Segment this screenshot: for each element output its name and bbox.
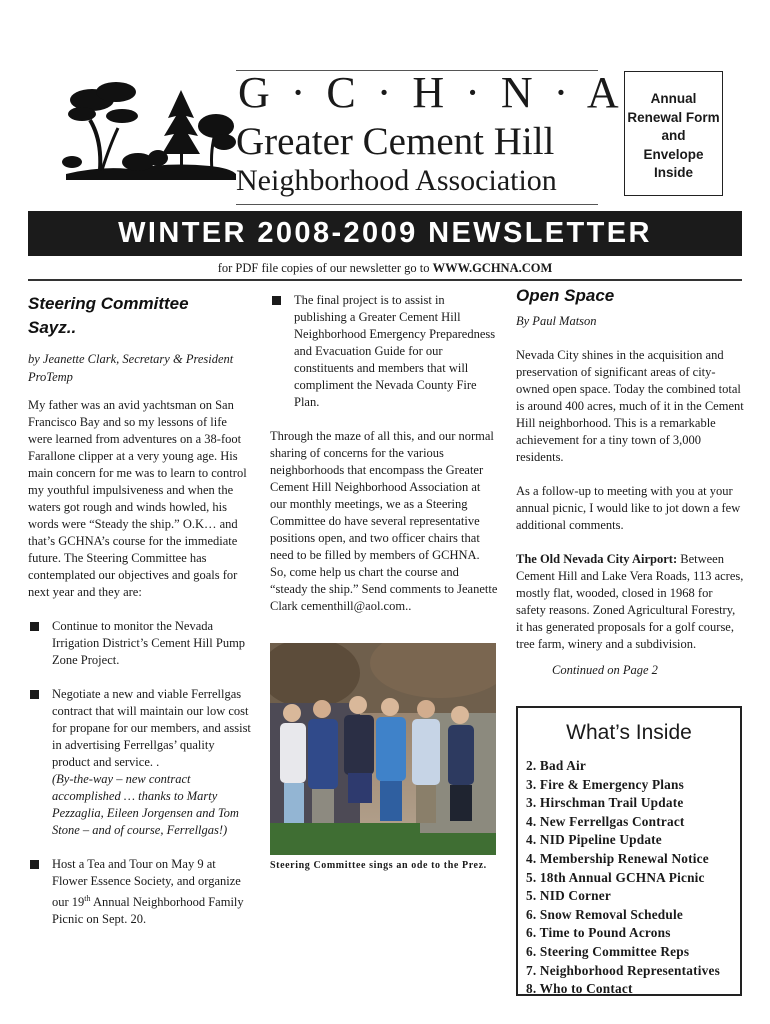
open-space-byline: By Paul Matson <box>516 314 597 328</box>
renewal-line: Annual <box>650 91 697 106</box>
open-space-paragraph-3 <box>516 551 744 653</box>
bullet-square-icon <box>30 622 39 631</box>
steering-intro-paragraph: My father was an avid yachtsman on San Francisco Bay and so my lessons of life were learned from adventures on a 38-foot Farallone clipper at a very young age. His main concern for me was to learn to control my youthful impulsiveness and when the waters got rough and winds howled, his words were “Steady the ship.” O.K… and that’s GCHNA’s course for the immediate future. The Steering Committee has contemplated our objectives and goals for next year and they are: <box>28 398 247 599</box>
open-space-heading: Open Space <box>516 286 615 305</box>
masthead-bottom-rule <box>236 204 598 205</box>
continued-note: Continued on Page 2 <box>552 663 658 677</box>
column-open-space <box>516 284 744 679</box>
bullet-text: Continue to monitor the Nevada Irrigation District’s Cement Hill Pump Zone Project. <box>52 619 246 667</box>
contents-item: 4. Membership Renewal Notice <box>526 850 709 866</box>
renewal-line: and <box>661 128 686 143</box>
whats-inside-box <box>516 706 742 996</box>
contents-item: 4. NID Pipeline Update <box>526 832 662 848</box>
whats-inside-title: What’s Inside <box>566 721 692 744</box>
bullet-item <box>28 618 254 669</box>
masthead-name-line1: Greater Cement Hill <box>236 120 555 163</box>
pdf-note-text: for PDF file copies of our newsletter go to <box>217 261 433 275</box>
masthead-name-line2: Neighborhood Association <box>236 164 557 197</box>
photo-caption: Steering Committee sings an ode to the Prez. <box>270 860 487 871</box>
open-space-paragraph-1: Nevada City shines in the acquisition and preservation of significant areas of city-owned open space. Today the combined total is around 400 acres, much of it in the Cement Hill neighborhood. This is a remarkable achievement for a tiny town of 3,000 residents. <box>516 348 744 464</box>
bullet-square-icon <box>30 860 39 869</box>
contents-item: 2. Bad Air <box>526 758 586 773</box>
column-steering-committee <box>28 292 254 928</box>
renewal-line: Inside <box>653 165 693 180</box>
logo-trees-illustration <box>60 70 238 180</box>
contents-item: 8. Who to Contact <box>526 981 633 997</box>
contents-item: 3. Fire & Emergency Plans <box>526 776 685 792</box>
masthead-acronym: G · C · H · N · A <box>238 68 624 117</box>
renewal-line: Envelope <box>643 146 704 162</box>
pdf-copies-note <box>28 261 742 276</box>
bullet-superscript: th <box>84 894 91 903</box>
bullet-item <box>28 856 254 928</box>
contents-item: 3. Hirschman Trail Update <box>526 795 684 811</box>
steering-byline: by Jeanette Clark, Secretary & President ProTemp <box>28 352 234 384</box>
newsletter-title-banner: WINTER 2008-2009 NEWSLETTER <box>28 211 742 256</box>
bullet-square-icon <box>30 690 39 699</box>
contents-item: 7. Neighborhood Representatives <box>526 962 720 978</box>
column-steering-continued <box>270 292 498 615</box>
bullet-text: The final project is to assist in publishing a Greater Cement Hill Neighborhood Emergency Preparedness and Evacuation Guide for our constituents and members that will compliment the Nevada County Fire Plan. <box>294 293 496 409</box>
contents-item: 6. Snow Removal Schedule <box>526 906 683 922</box>
bullet-text: Host a Tea and Tour on May 9 at Flower Essence Society, and organize our 19 <box>52 857 241 910</box>
bullet-aside: (By-the-way – new contract accomplished … thanks to Marty Pezzaglia, Eileen Jorgensen and Tom Stone – and of course, Ferrellgas!) <box>52 772 239 837</box>
masthead <box>236 68 624 205</box>
airport-text: Between Cement Hill and Lake Vera Roads, 113 acres, mostly flat, wooded, closed in 1968 for safety reasons. Zoned Agricultural Forestry, it has generated proposals for a golf course, tree farm, winery and a subdivision. <box>516 552 744 651</box>
contents-item: 6. Steering Committee Reps <box>526 943 690 959</box>
contents-item: 4. New Ferrellgas Contract <box>526 813 685 829</box>
contents-item: 5. NID Corner <box>526 888 611 904</box>
contents-item: 5. 18th Annual GCHNA Picnic <box>526 869 705 885</box>
bullet-text: Negotiate a new and viable Ferrellgas contract that will maintain our low cost for propane for our members, and assist in advertising Ferrellgas’ quality product and service. . <box>52 687 251 769</box>
committee-photo <box>270 643 496 855</box>
bullet-item <box>270 292 498 411</box>
bullet-text-cont: Annual Neighborhood Family Picnic on Sept. 20. <box>52 895 244 927</box>
airport-lead: The Old Nevada City Airport: <box>516 552 678 566</box>
renewal-form-notice-box <box>624 71 723 196</box>
section-divider <box>28 279 742 281</box>
steering-heading: Steering Committee Sayz.. <box>28 294 189 337</box>
contents-list <box>526 757 740 999</box>
bullet-item <box>28 686 254 839</box>
bullet-square-icon <box>272 296 281 305</box>
open-space-paragraph-2: As a follow-up to meeting with you at your annual picnic, I would like to jot down a few additional comments. <box>516 484 741 532</box>
contents-item: 6. Time to Pound Acrons <box>526 925 671 941</box>
steering-closing-paragraph: Through the maze of all this, and our normal sharing of concerns for the various neighborhoods that encompass the Greater Cement Hill Neighborhood Association at our monthly meetings, we as a Steering Committee do have several representative positions open, and two officer chairs that need to be filled by members of GCHNA. So, come help us chart the course and “steady the ship.” Send comments to Jeanette Clark cementhill@aol.com.. <box>270 429 498 613</box>
website-link[interactable]: WWW.GCHNA.COM <box>432 261 553 275</box>
renewal-line: Renewal Form <box>627 109 720 125</box>
